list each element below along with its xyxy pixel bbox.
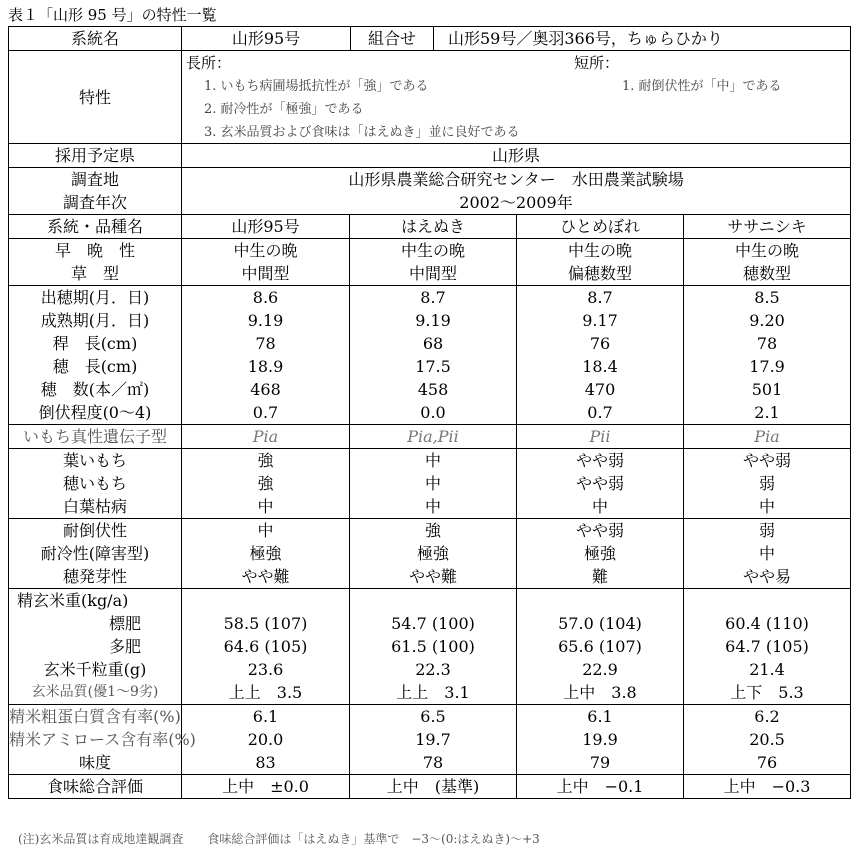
yield-heavy-row xyxy=(9,635,851,658)
cell: 中生の晩 xyxy=(517,239,684,263)
cell: 中 xyxy=(350,449,517,473)
cell: 76 xyxy=(684,751,851,775)
tolerance-rows xyxy=(9,519,851,589)
cell: 58.5 (107) xyxy=(182,612,350,635)
row-label: 倒伏程度(0〜4) xyxy=(9,401,182,425)
cell: 64.7 (105) xyxy=(684,635,851,658)
cell: 0.7 xyxy=(517,401,684,425)
grain-weight-row xyxy=(9,658,851,681)
cell: 中 xyxy=(684,495,851,519)
row-label: 耐冷性(障害型) xyxy=(9,542,182,565)
cell: 76 xyxy=(517,332,684,355)
table-row xyxy=(9,472,851,495)
cell: 弱 xyxy=(684,519,851,543)
cell: 6.1 xyxy=(517,705,684,729)
protein-label: 精米粗蛋白質含有率(%) xyxy=(9,705,182,729)
cell: 60.4 (110) xyxy=(684,612,851,635)
cell: 極強 xyxy=(182,542,350,565)
cell: 中間型 xyxy=(350,262,517,286)
cell: 18.4 xyxy=(517,355,684,378)
cell: 0.0 xyxy=(350,401,517,425)
cell: 9.19 xyxy=(350,309,517,332)
maturity-label: 早 晩 性 xyxy=(9,239,182,263)
cell: 2.1 xyxy=(684,401,851,425)
cell: 中生の晩 xyxy=(182,239,350,263)
lineage-name: 山形95号 xyxy=(182,27,351,50)
yield-label: 精玄米重(kg/a) xyxy=(9,589,182,613)
cell: 8.6 xyxy=(182,286,350,310)
table-row xyxy=(9,495,851,519)
site-row xyxy=(9,168,851,192)
cell: 57.0 (104) xyxy=(517,612,684,635)
cell: 中 xyxy=(350,495,517,519)
good-2: 2. 耐冷性が「極強」である xyxy=(204,102,364,117)
row-label: 出穂期(月．日) xyxy=(9,286,182,310)
cell: 偏穂数型 xyxy=(517,262,684,286)
yield-heavy-label: 多肥 xyxy=(9,635,182,658)
years-value: 2002〜2009年 xyxy=(182,191,851,215)
row-label: 稈 長(cm) xyxy=(9,332,182,355)
table-row xyxy=(9,355,851,378)
lineage-row xyxy=(9,27,851,51)
cell: 6.1 xyxy=(182,705,350,729)
cell: やや難 xyxy=(182,565,350,589)
cell: やや弱 xyxy=(684,449,851,473)
cell: 9.20 xyxy=(684,309,851,332)
cell: 上中 −0.3 xyxy=(684,775,851,799)
cell: 極強 xyxy=(350,542,517,565)
cell: 17.5 xyxy=(350,355,517,378)
col-haenuki: はえぬき xyxy=(350,215,517,239)
cell: やや弱 xyxy=(517,449,684,473)
yield-std-row xyxy=(9,612,851,635)
cell: 中 xyxy=(182,495,350,519)
cell: 弱 xyxy=(684,472,851,495)
cell: 68 xyxy=(350,332,517,355)
cell: 54.7 (100) xyxy=(350,612,517,635)
taste-row xyxy=(9,751,851,775)
header-label: 系統・品種名 xyxy=(9,215,182,239)
cell: 8.5 xyxy=(684,286,851,310)
eval-row xyxy=(9,775,851,799)
amylose-label: 精米アミロース含有率(%) xyxy=(9,730,196,749)
col-hitomebore: ひとめぼれ xyxy=(517,215,684,239)
cell: 中生の晩 xyxy=(350,239,517,263)
cell: 中 xyxy=(517,495,684,519)
cell: 22.3 xyxy=(350,658,517,681)
cell: 中間型 xyxy=(182,262,350,286)
row-label: 穂 数(本／㎡) xyxy=(9,378,182,401)
cell: 中 xyxy=(350,472,517,495)
plant-type-label: 草 型 xyxy=(9,262,182,286)
cross-label: 組合せ xyxy=(351,27,434,50)
footnote: (注)玄米品質は育成地達観調査 食味総合評価は「はえぬき」基準で −3〜(0:はえぬき)〜+3 xyxy=(18,832,540,846)
amylose-row xyxy=(9,728,851,751)
site-value: 山形県農業総合研究センター 水田農業試験場 xyxy=(182,168,851,192)
cell: 8.7 xyxy=(350,286,517,310)
cell: 19.7 xyxy=(350,728,517,751)
eval-label: 食味総合評価 xyxy=(9,775,182,799)
cell: やや弱 xyxy=(517,519,684,543)
cell: Pia xyxy=(684,425,851,449)
cell: 0.7 xyxy=(182,401,350,425)
table-row xyxy=(9,565,851,589)
plant-type-row xyxy=(9,262,851,286)
col-sasanishiki: ササニシキ xyxy=(684,215,851,239)
yield-std-label: 標肥 xyxy=(9,612,182,635)
traits-row xyxy=(9,51,851,144)
cell: 501 xyxy=(684,378,851,401)
cell: 上上 3.1 xyxy=(350,681,517,705)
cell: 穂数型 xyxy=(684,262,851,286)
cell: 上中 (基準) xyxy=(350,775,517,799)
protein-row xyxy=(9,705,851,729)
cell: 468 xyxy=(182,378,350,401)
table-caption: 表１「山形 95 号」の特性一覧 xyxy=(8,6,217,24)
header-row xyxy=(9,215,851,239)
cell: 20.5 xyxy=(684,728,851,751)
table-row xyxy=(9,401,851,425)
table-row xyxy=(9,309,851,332)
cell: Pii xyxy=(517,425,684,449)
cell: Pia,Pii xyxy=(350,425,517,449)
cell: 18.9 xyxy=(182,355,350,378)
cell: やや易 xyxy=(684,565,851,589)
cell: 極強 xyxy=(517,542,684,565)
good-3: 3. 玄米品質および食味は「はえぬき」並に良好である xyxy=(204,125,520,140)
traits-label: 特性 xyxy=(9,51,182,144)
cell: 22.9 xyxy=(517,658,684,681)
bad-1: 1. 耐倒伏性が「中」である xyxy=(622,79,782,94)
years-label: 調査年次 xyxy=(9,191,182,215)
site-label: 調査地 xyxy=(9,168,182,192)
col-yamagata95: 山形95号 xyxy=(182,215,350,239)
cell: 強 xyxy=(182,472,350,495)
cell: 78 xyxy=(350,751,517,775)
row-label: 穂 長(cm) xyxy=(9,355,182,378)
yield-head-row xyxy=(9,589,851,613)
cell: 23.6 xyxy=(182,658,350,681)
table-row xyxy=(9,378,851,401)
cell: 6.5 xyxy=(350,705,517,729)
table-row xyxy=(9,286,851,310)
cell: 21.4 xyxy=(684,658,851,681)
gene-row xyxy=(9,425,851,449)
cell: Pia xyxy=(182,425,350,449)
quality-label: 玄米品質(優1〜9劣) xyxy=(9,681,182,705)
cell: 470 xyxy=(517,378,684,401)
cell: 中 xyxy=(684,542,851,565)
maturity-row xyxy=(9,239,851,263)
prefecture-value: 山形県 xyxy=(182,144,851,168)
cell: 9.17 xyxy=(517,309,684,332)
quality-row xyxy=(9,681,851,705)
row-label: 耐倒伏性 xyxy=(9,519,182,543)
cell: 19.9 xyxy=(517,728,684,751)
prefecture-row xyxy=(9,144,851,168)
gene-label: いもち真性遺伝子型 xyxy=(9,425,182,449)
taste-label: 味度 xyxy=(9,751,182,775)
cell: 65.6 (107) xyxy=(517,635,684,658)
cell: 8.7 xyxy=(517,286,684,310)
cell: 78 xyxy=(182,332,350,355)
cross-value: 山形59号／奥羽366号，ちゅらひかり xyxy=(448,29,723,48)
cell: 中生の晩 xyxy=(684,239,851,263)
good-1: 1. いもち病圃場抵抗性が「強」である xyxy=(204,79,429,94)
cell: 79 xyxy=(517,751,684,775)
cell: 強 xyxy=(182,449,350,473)
cell: 中 xyxy=(182,519,350,543)
cell: やや難 xyxy=(350,565,517,589)
row-label: 穂いもち xyxy=(9,472,182,495)
cell: 上中 ±0.0 xyxy=(182,775,350,799)
cell: 6.2 xyxy=(684,705,851,729)
cell: 17.9 xyxy=(684,355,851,378)
cell: 上中 −0.1 xyxy=(517,775,684,799)
row-label: 成熟期(月．日) xyxy=(9,309,182,332)
prefecture-label: 採用予定県 xyxy=(9,144,182,168)
growth-rows xyxy=(9,286,851,425)
grain-weight-label: 玄米千粒重(g) xyxy=(9,658,182,681)
characteristics-table xyxy=(8,26,851,799)
table-row xyxy=(9,449,851,473)
cell: 20.0 xyxy=(182,728,350,751)
cell: 難 xyxy=(517,565,684,589)
years-row xyxy=(9,191,851,215)
good-head: 長所： xyxy=(186,54,232,72)
cell: 83 xyxy=(182,751,350,775)
table-row xyxy=(9,332,851,355)
cell: やや弱 xyxy=(517,472,684,495)
lineage-label: 系統名 xyxy=(9,27,182,51)
bad-head: 短所： xyxy=(574,54,620,72)
table-row xyxy=(9,542,851,565)
cell: 61.5 (100) xyxy=(350,635,517,658)
cell: 強 xyxy=(350,519,517,543)
cell: 78 xyxy=(684,332,851,355)
disease-rows xyxy=(9,449,851,519)
row-label: 葉いもち xyxy=(9,449,182,473)
cell: 上下 5.3 xyxy=(684,681,851,705)
cell: 458 xyxy=(350,378,517,401)
cell: 上上 3.5 xyxy=(182,681,350,705)
cell: 64.6 (105) xyxy=(182,635,350,658)
row-label: 白葉枯病 xyxy=(9,495,182,519)
cell: 上中 3.8 xyxy=(517,681,684,705)
table-row xyxy=(9,519,851,543)
row-label: 穂発芽性 xyxy=(9,565,182,589)
cell: 9.19 xyxy=(182,309,350,332)
